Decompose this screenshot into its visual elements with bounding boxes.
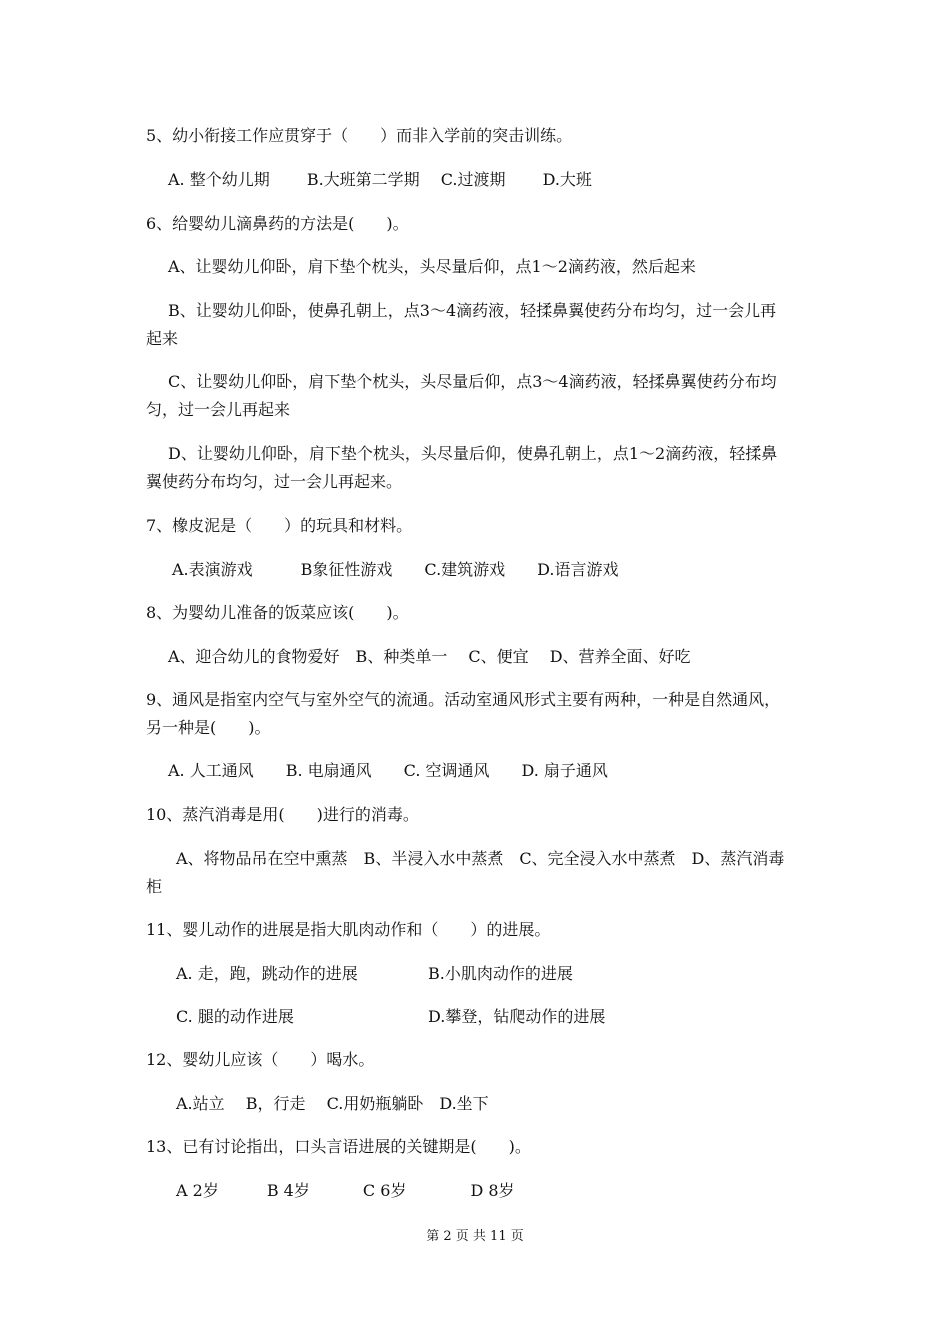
option-b-continued: 起来 [146,329,179,348]
question-options: A. 整个幼儿期 B.大班第二学期 C.过渡期 D.大班 [168,170,592,189]
question-stem: 7、橡皮泥是（ ）的玩具和材料。 [146,516,413,535]
question-stem: 13、已有讨论指出，口头言语进展的关键期是( )。 [146,1137,531,1156]
option-d: D.攀登，钻爬动作的进展 [428,1007,606,1026]
question-stem: 6、给婴幼儿滴鼻药的方法是( )。 [146,214,409,233]
option-d: D、让婴幼儿仰卧，肩下垫个枕头，头尽量后仰，使鼻孔朝上，点1～2滴药液，轻揉鼻 [168,444,778,463]
option-a: A、让婴幼儿仰卧，肩下垫个枕头，头尽量后仰，点1～2滴药液，然后起来 [168,257,696,276]
option-b: B.小肌肉动作的进展 [428,964,573,983]
option-d-continued: 翼使药分布均匀，过一会儿再起来。 [146,472,403,491]
question-options: A、将物品吊在空中熏蒸 B、半浸入水中蒸煮 C、完全浸入水中蒸煮 D、蒸汽消毒 [176,849,785,868]
option-c-continued: 匀，过一会儿再起来 [146,400,291,419]
question-options-continued: 柜 [146,877,163,896]
question-options: A.表演游戏 B象征性游戏 C.建筑游戏 D.语言游戏 [172,560,619,579]
question-stem: 11、婴儿动作的进展是指大肌肉动作和（ ）的进展。 [146,920,551,939]
option-c: C. 腿的动作进展 [176,1007,294,1026]
question-stem: 5、幼小衔接工作应贯穿于（ ）而非入学前的突击训练。 [146,126,573,145]
question-options: A.站立 B，行走 C.用奶瓶躺卧 D.坐下 [176,1094,489,1113]
question-stem: 10、蒸汽消毒是用( )进行的消毒。 [146,805,419,824]
option-a: A. 走，跑，跳动作的进展 [176,964,358,983]
question-options: A. 人工通风 B. 电扇通风 C. 空调通风 D. 扇子通风 [168,761,608,780]
page-number-footer: 第 2 页 共 11 页 [426,1229,524,1244]
question-stem: 12、婴幼儿应该（ ）喝水。 [146,1050,375,1069]
question-stem: 8、为婴幼儿准备的饭菜应该( )。 [146,603,409,622]
question-options: A、迎合幼儿的食物爱好 B、种类单一 C、便宜 D、营养全面、好吃 [168,647,691,666]
question-stem-continued: 另一种是( )。 [146,718,271,737]
option-c: C、让婴幼儿仰卧，肩下垫个枕头，头尽量后仰，点3～4滴药液，轻揉鼻翼使药分布均 [168,372,777,391]
question-stem: 9、通风是指室内空气与室外空气的流通。活动室通风形式主要有两种，一种是自然通风， [146,690,781,709]
question-options: A 2岁 B 4岁 C 6岁 D 8岁 [176,1181,515,1200]
option-b: B、让婴幼儿仰卧，使鼻孔朝上，点3～4滴药液，轻揉鼻翼使药分布均匀，过一会儿再 [168,301,777,320]
